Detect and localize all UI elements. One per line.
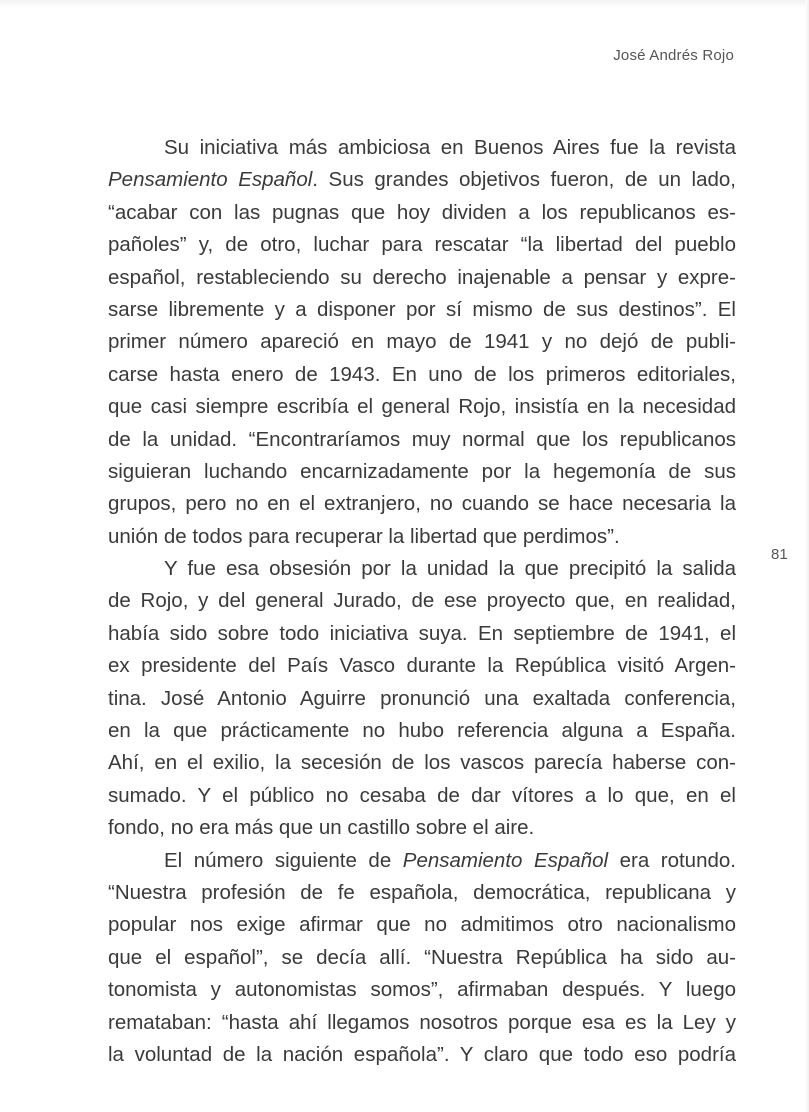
page-right-edge <box>805 0 809 1112</box>
text-line: pañoles” y, de otro, luchar para rescatar “la libertad del pueblo <box>108 233 736 257</box>
text-line: tonomista y autonomistas somos”, afirmaban después. Y luego <box>108 978 736 1002</box>
text-line: remataban: “hasta ahí llegamos nosotros porque esa es la Ley y <box>108 1010 736 1034</box>
text-line: había sido sobre todo iniciativa suya. En septiembre de 1941, el <box>108 621 736 645</box>
text-line: Ahí, en el exilio, la secesión de los vascos parecía haberse con- <box>108 751 736 775</box>
text-line: en la que prácticamente no hubo referencia alguna a España. <box>108 719 736 743</box>
text-line: que casi siempre escribía el general Rojo, insistía en la necesidad <box>108 395 736 419</box>
text-line: “Nuestra profesión de fe española, democrática, republicana y <box>108 880 736 904</box>
magazine-title: Pensamiento Español <box>108 168 313 192</box>
text-line: grupos, pero no en el extranjero, no cuando se hace necesaria la <box>108 492 736 516</box>
text-line: de Rojo, y del general Jurado, de ese proyecto que, en realidad, <box>108 589 736 613</box>
text-line: carse hasta enero de 1943. En uno de los primeros editoriales, <box>108 362 736 386</box>
text-line: fondo, no era más que un castillo sobre el aire. <box>108 816 535 840</box>
text-line: unión de todos para recuperar la libertad que perdimos”. <box>108 524 620 548</box>
running-header-author: José Andrés Rojo <box>613 47 734 64</box>
text-line: Pensamiento Español. Sus grandes objetivos fueron, de un lado, <box>108 168 737 192</box>
text-line: la voluntad de la nación española”. Y claro que todo eso podría <box>108 1042 736 1066</box>
page-number: 81 <box>771 546 788 563</box>
text-line: popular nos exige afirmar que no admitimos otro nacionalismo <box>108 913 736 937</box>
body-text <box>108 132 736 1071</box>
text-line: El número siguiente de Pensamiento Español era rotundo. <box>164 848 736 872</box>
text-line: de la unidad. “Encontraríamos muy normal que los republicanos <box>108 427 736 451</box>
text-line: primer número apareció en mayo de 1941 y no dejó de publi- <box>108 330 736 354</box>
paragraph-3 <box>108 845 736 1072</box>
page-top-edge <box>0 0 809 8</box>
paragraph-2 <box>108 553 736 845</box>
paragraph-1 <box>108 132 736 553</box>
text-line: sumado. Y el público no cesaba de dar vítores a lo que, en el <box>108 783 736 807</box>
text-line: tina. José Antonio Aguirre pronunció una exaltada conferencia, <box>108 686 736 710</box>
magazine-title: Pensamiento Español <box>402 848 609 872</box>
text-line: siguieran luchando encarnizadamente por la hegemonía de sus <box>108 459 736 483</box>
text-line: “acabar con las pugnas que hoy dividen a los republicanos es- <box>108 200 736 224</box>
text-line: Su iniciativa más ambiciosa en Buenos Aires fue la revista <box>164 136 736 159</box>
text-line: que el español”, se decía allí. “Nuestra República ha sido au- <box>108 945 736 969</box>
text-line: Y fue esa obsesión por la unidad la que precipitó la salida <box>164 557 736 581</box>
text-line: sarse libremente y a disponer por sí mismo de sus destinos”. El <box>108 297 736 321</box>
text-line: español, restableciendo su derecho inajenable a pensar y expre- <box>108 265 736 289</box>
text-line: ex presidente del País Vasco durante la República visitó Argen- <box>108 654 736 678</box>
